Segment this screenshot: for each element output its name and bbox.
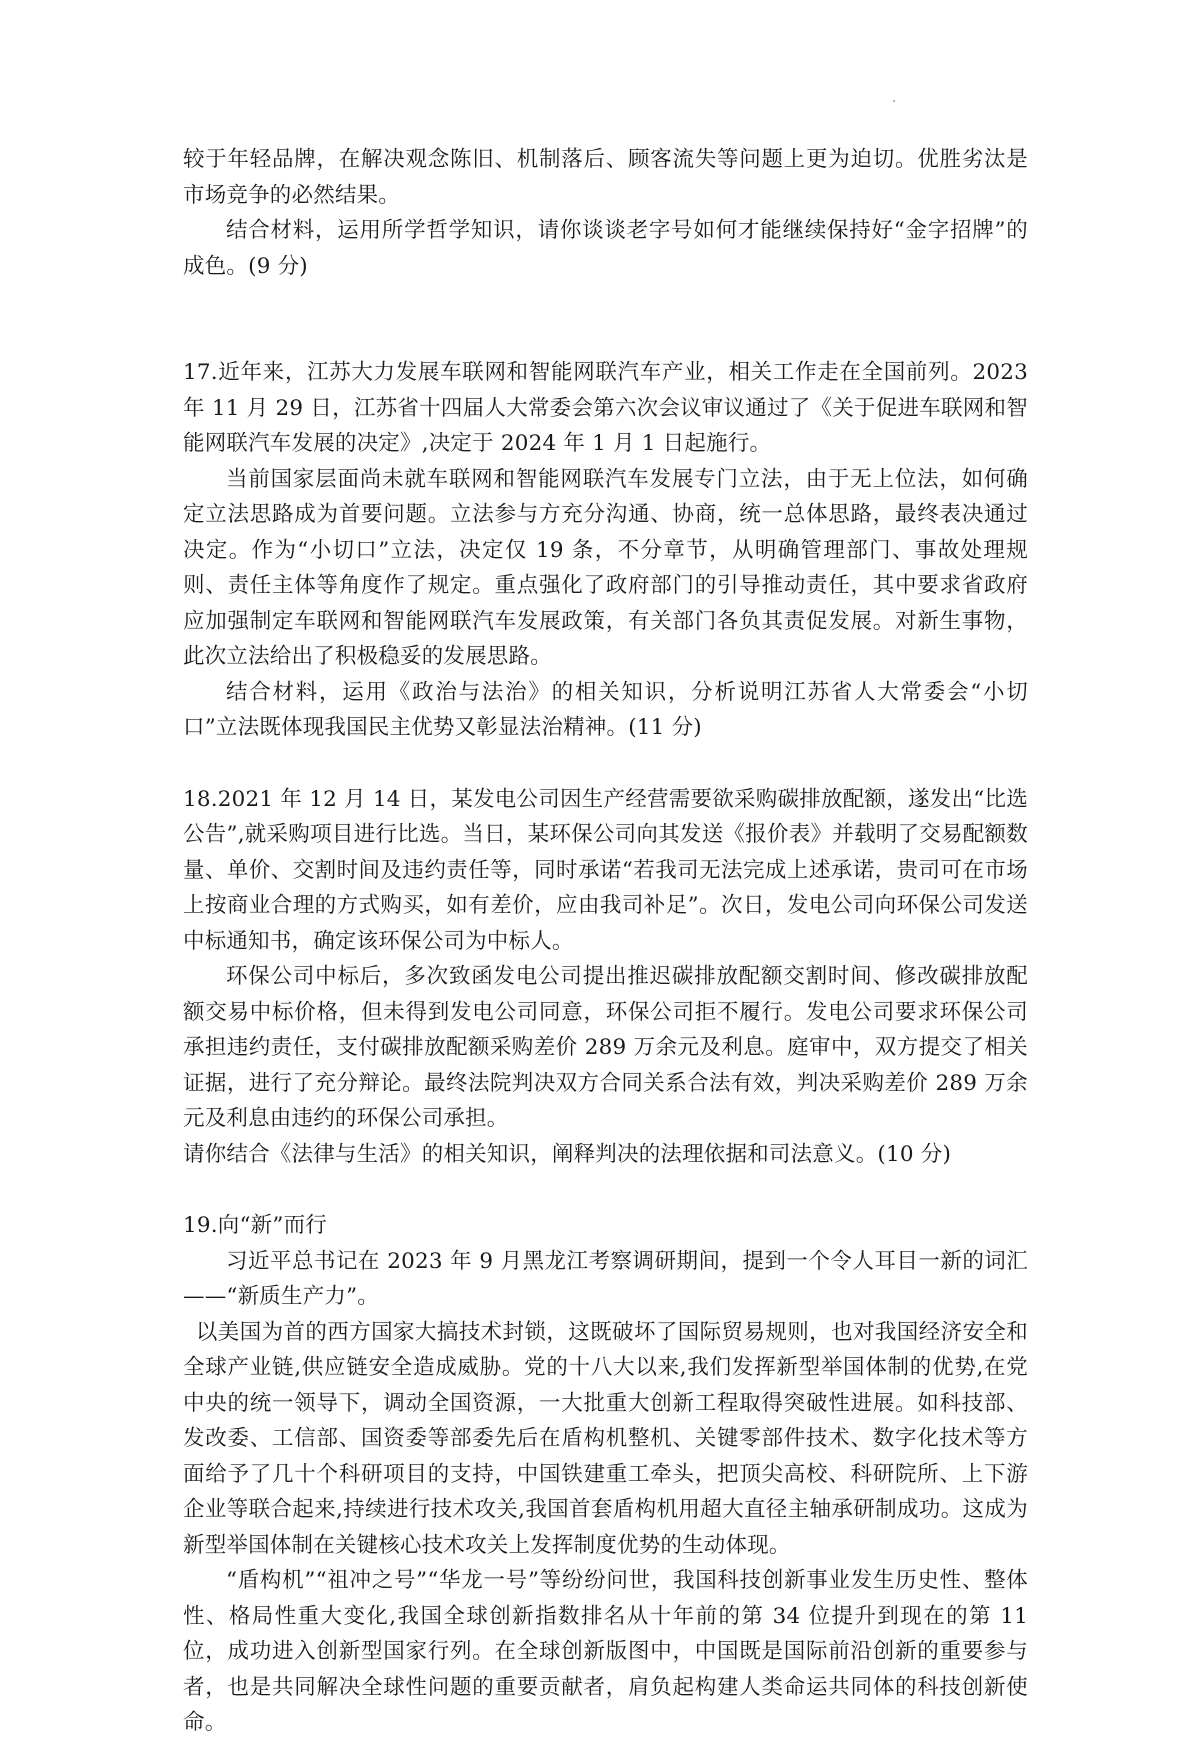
section-gap <box>183 284 1028 355</box>
q17-prompt: 结合材料，运用《政治与法治》的相关知识，分析说明江苏省人大常委会“小切口”立法既体现我国民主优势又彰显法治精神。(11 分) <box>183 679 1028 740</box>
q16-paragraph-1: 较于年轻品牌，在解决观念陈旧、机制落后、顾客流失等问题上更为迫切。优胜劣汰是市场竞争的必然结果。 <box>183 147 1028 208</box>
q19-paragraph-2: 以美国为首的西方国家大搞技术封锁，这既破坏了国际贸易规则，也对我国经济安全和全球产业链,供应链安全造成威胁。党的十八大以来,我们发挥新型举国体制的优势,在党中央的统一领导下，调动全国资源，一大批重大创新工程取得突破性进展。如科技部、发改委、工信部、国资委等部委先后在盾构机整机、关键零部件技术、数字化技术等方面给予了几十个科研项目的支持，中国铁建重工牵头，把顶尖高校、科研院所、上下游企业等联合起来,持续进行技术攻关,我国首套盾构机用超大直径主轴承研制成功。这成为新型举国体制在关键核心技术攻关上发挥制度优势的生动体现。 <box>183 1319 1028 1558</box>
document-body <box>183 142 1028 1741</box>
q19-title: 19.向“新”而行 <box>183 1213 327 1238</box>
question-16-section <box>183 142 1028 284</box>
q19-paragraph-3: “盾构机”“祖冲之号”“华龙一号”等纷纷问世，我国科技创新事业发生历史性、整体性、格局性重大变化,我国全球创新指数排名从十年前的第 34 位提升到现在的第 11 位，成功进入创新型国家行列。在全球创新版图中，中国既是国际前沿创新的重要参与者，也是共同解决全球性问题的重要贡献者，肩负起构建人类命运共同体的科技创新使命。 <box>183 1568 1028 1735</box>
q19-paragraph-1: 习近平总书记在 2023 年 9 月黑龙江考察调研期间，提到一个令人耳目一新的词汇——“新质生产力”。 <box>183 1248 1028 1309</box>
q18-paragraph-2: 环保公司中标后，多次致函发电公司提出推迟碳排放配额交割时间、修改碳排放配额交易中标价格，但未得到发电公司同意，环保公司拒不履行。发电公司要求环保公司承担违约责任，支付碳排放配额采购差价 289 万余元及利息。庭审中，双方提交了相关证据，进行了充分辩论。最终法院判决双方合同关系合法有效，判决采购差价 289 万余元及利息由违约的环保公司承担。 <box>183 964 1028 1131</box>
q18-paragraph-1: 18.2021 年 12 月 14 日，某发电公司因生产经营需要欲采购碳排放配额，遂发出“比选公告”,就采购项目进行比选。当日，某环保公司向其发送《报价表》并载明了交易配额数量、单价、交割时间及违约责任等，同时承诺“若我司无法完成上述承诺，贵司可在市场上按商业合理的方式购买，如有差价，应由我司补足”。次日，发电公司向环保公司发送中标通知书，确定该环保公司为中标人。 <box>183 786 1028 954</box>
q18-prompt: 请你结合《法律与生活》的相关知识，阐释判决的法理依据和司法意义。(10 分) <box>183 1141 952 1167</box>
q17-paragraph-2: 当前国家层面尚未就车联网和智能网联汽车发展专门立法，由于无上位法，如何确定立法思路成为首要问题。立法参与方充分沟通、协商，统一总体思路，最终表决通过决定。作为“小切口”立法，决定仅 19 条，不分章节，从明确管理部门、事故处理规则、责任主体等角度作了规定。重点强化了政府部门的引导推动责任，其中要求省政府应加强制定车联网和智能网联汽车发展政策，有关部门各负其责促发展。对新生事物，此次立法给出了积极稳妥的发展思路。 <box>183 466 1028 669</box>
q17-paragraph-1: 17.近年来，江苏大力发展车联网和智能网联汽车产业，相关工作走在全国前列。2023 年 11 月 29 日，江苏省十四届人大常委会第六次会议审议通过了《关于促进车联网和智能网联汽车发展的决定》,决定于 2024 年 1 月 1 日起施行。 <box>183 360 1028 456</box>
question-19-section <box>183 1208 1028 1741</box>
scan-speck <box>893 100 895 102</box>
section-gap <box>183 746 1028 782</box>
question-17-section <box>183 355 1028 746</box>
question-18-section <box>183 782 1028 1173</box>
q16-prompt: 结合材料，运用所学哲学知识，请你谈谈老字号如何才能继续保持好“金字招牌”的成色。(9 分) <box>183 218 1028 279</box>
section-gap <box>183 1172 1028 1208</box>
